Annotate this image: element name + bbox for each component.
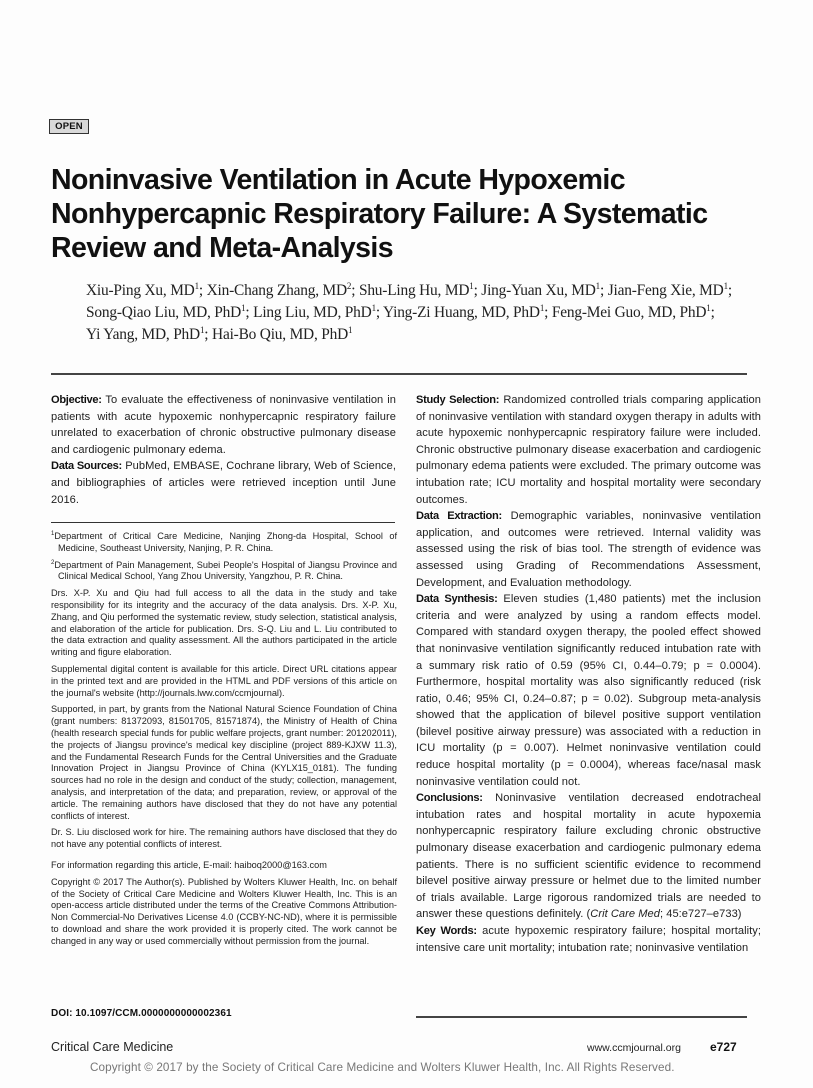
author: Jing-Yuan Xu, $MD^1$; <box>481 280 608 299</box>
author-list <box>86 280 776 346</box>
disclosure-note: Dr. S. Liu disclosed work for hire. The remaining authors have disclosed that they do not have any potential conflicts of interest. <box>51 827 397 850</box>
footnotes <box>51 531 397 953</box>
section-divider-bottom <box>416 1016 747 1018</box>
author: Xin-Chang Zhang, $MD^2$; <box>206 280 359 299</box>
author: Yi Yang, MD, PhD$^1$; <box>86 324 213 343</box>
abstract-data-extraction: Data Extraction: Demographic variables, noninvasive ventilation application, and outcomes were retrieved. Internal validity was assessed using the risk of bias tool. The strength of evidence was assessed using Grading of Recommendations Assessment, Development, and Evaluation methodology. <box>416 510 761 589</box>
abstract-data-sources: Data Sources: PubMed, EMBASE, Cochrane library, Web of Science, and bibliographies of articles were retrieved inception until June 2016. <box>51 460 397 506</box>
page-number: e727 <box>710 1040 737 1054</box>
abstract-study-selection: Study Selection: Randomized controlled trials comparing application of noninvasive ventilation with standard oxygen therapy in adults with acute hypoxemic nonhypercapnic respiratory failure were included. Chronic obstructive pulmonary disease exacerbation and cardiogenic pulmonary edema patients were excluded. The primary outcome was intubation rate; ICU mortality and hospital mortality were secondary outcomes. <box>416 394 761 506</box>
affiliation-2: $^2$Department of Pain Management, Subei People's Hospital of Jiangsu Province and Clinical Medical School, Yang Zhou University, Yangzhou, P. R. China. <box>51 559 397 582</box>
author: Shu-Ling Hu, $MD^1$; <box>358 280 482 299</box>
license-note: Copyright © 2017 The Author(s). Published by Wolters Kluwer Health, Inc. on behalf of the Society of Critical Care Medicine and Wolters Kluwer Health, Inc. This is an open-access article distributed under the terms of the Creative Commons Attribution-Non Commercial-No Derivatives License 4.0 (CCBY-NC-ND), where it is permissible to download and share the work provided it is properly cited. The work cannot be changed in any way or used commercially without permission from the journal. <box>51 876 397 946</box>
section-divider <box>51 373 747 375</box>
author: Hai-Bo Qiu, MD, PhD$^1$ <box>212 324 353 343</box>
author: Song-Qiao Liu, MD, PhD$^1$; <box>86 302 254 321</box>
copyright-line: Copyright © 2017 by the Society of Critical Care Medicine and Wolters Kluwer Health, Inc. All Rights Reserved. <box>90 1061 675 1074</box>
journal-url-link[interactable]: www.ccmjournal.org <box>587 1042 681 1054</box>
author: Xiu-Ping Xu, $MD^1$; <box>86 280 207 299</box>
abstract-key-words: Key Words: acute hypoxemic respiratory failure; hospital mortality; intensive care unit mortality; intubation rate; noninvasive ventilation <box>416 925 761 954</box>
author: Ying-Zi Huang, MD, PhD$^1$; <box>383 302 552 321</box>
contact-email: For information regarding this article, E-mail: haiboq2000@163.com <box>51 859 327 870</box>
open-access-badge: OPEN <box>49 119 89 134</box>
abstract-right-column <box>416 392 761 956</box>
author: Jian-Feng Xie, $MD^1$; <box>607 280 732 299</box>
author: Ling Liu, MD, PhD$^1$; <box>253 302 384 321</box>
abstract-objective: Objective: To evaluate the effectiveness of noninvasive ventilation in patients with acute hypoxemic nonhypercapnic respiratory failure unrelated to exacerbation of chronic obstructive pulmonary disease and cardiogenic pulmonary edema. <box>51 394 396 456</box>
article-title: Noninvasive Ventilation in Acute Hypoxemic Nonhypercapnic Respiratory Failure: A Systematic Review and Meta-Analysis <box>51 164 708 264</box>
funding-note: Supported, in part, by grants from the National Natural Science Foundation of China (grant numbers: 81372093, 81501705, 81571874), the Ministry of Health of China (health research special funds for public welfare projects, grant number: 201202011), the projects of Jiangsu province's medical key discipline (project 889-KJXW 11.3), and the Fundamental Research Funds for the Central Universities and the Graduate Innovation Project in Jiangsu Province of China (KYLX15_0181). The funding sources had no role in the design and conduct of the study; collection, management, analysis, and interpretation of the data; and preparation, review, or approval of the article. The remaining authors have disclosed that they do not have any potential conflicts of interest. <box>51 704 397 821</box>
abstract-data-synthesis: Data Synthesis: Eleven studies (1,480 patients) met the inclusion criteria and were analyzed by using a random effects model. Compared with standard oxygen therapy, the pooled effect showed that noninvasive ventilation significantly reduced intubation rate with a summary risk ratio of 0.59 (95% CI, 0.44–0.79; p = 0.0004). Furthermore, hospital mortality was also significantly reduced (risk ratio, 0.46; 95% CI, 0.24–0.87; p = 0.02). Subgroup meta-analysis showed that the application of bilevel positive support ventilation (bilevel positive airway pressure) was associated with a reduction in ICU mortality (p = 0.007). Helmet noninvasive ventilation could reduce hospital mortality (p = 0.0004), whereas face/nasal mask noninvasive ventilation could not. <box>416 593 761 788</box>
footnote-divider <box>51 522 395 523</box>
affiliation-1: $^1$Department of Critical Care Medicine, Nanjing Zhong-da Hospital, School of Medicine, Southeast University, Nanjing, P. R. China. <box>51 530 397 553</box>
abstract-conclusions: Conclusions: Noninvasive ventilation decreased endotracheal intubation rates and hospital mortality in acute hypoxemia nonhypercapnic respiratory failure excluding chronic obstructive pulmonary disease exacerbation and cardiogenic pulmonary edema patients. There is no sufficient scientific evidence to recommend bilevel positive airway pressure or helmet due to the limited number of trials available. Large rigorous randomized trials are needed to answer these questions definitely. (Crit Care Med; 45:e727–e733) <box>416 792 761 921</box>
journal-name: Critical Care Medicine <box>51 1040 174 1054</box>
author: Feng-Mei Guo, MD, PhD$^1$; <box>551 302 715 321</box>
doi-link[interactable]: DOI: 10.1097/CCM.0000000000002361 <box>51 1008 232 1019</box>
author-contributions: Drs. X-P. Xu and Qiu had full access to all the data in the study and take responsibility for its integrity and the accuracy of the data analysis. Drs. X-P. Xu, Zhang, and Qiu performed the systematic review, study selection, statistical analysis, and elaboration of the article for publication. Drs. S-Q. Liu and L. Liu contributed to the data extraction and quality assessment. All the authors participated in the article writing and figure elaboration. <box>51 588 397 658</box>
supplemental-content-note: Supplemental digital content is available for this article. Direct URL citations appear in the printed text and are provided in the HTML and PDF versions of this article on the journal's website (http://journals.lww.com/ccmjournal). <box>51 663 397 698</box>
abstract-left-column <box>51 392 396 508</box>
